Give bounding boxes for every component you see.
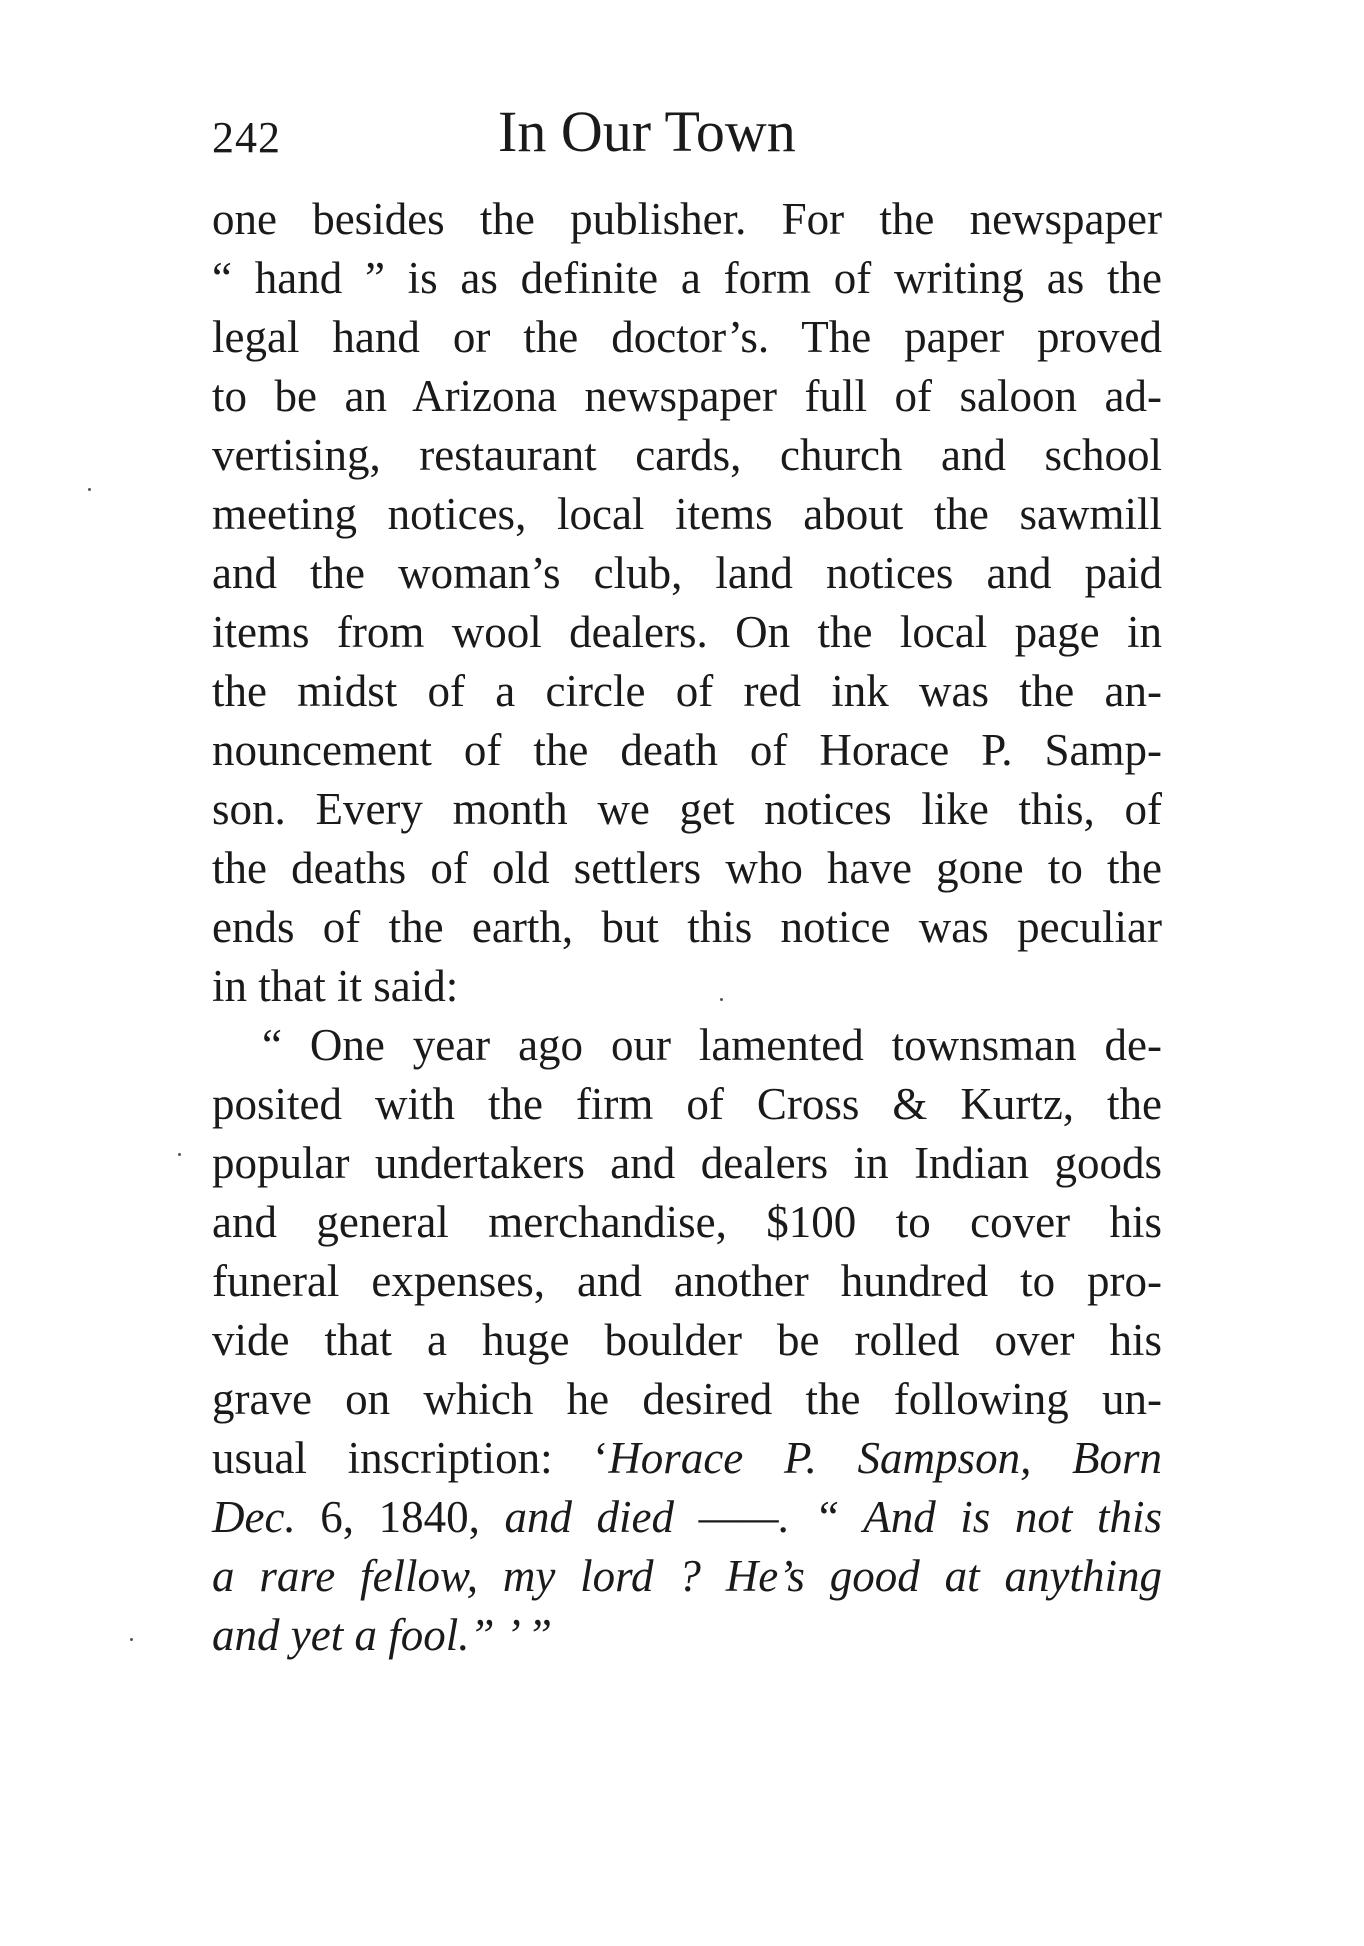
quote-line: [212, 1488, 1162, 1547]
quote-line-roman: 6, 1840,: [295, 1492, 505, 1542]
print-speck: [130, 1638, 133, 1641]
text-line: vertising, restaurant cards, church and school: [212, 430, 1162, 480]
quote-line: a rare fellow, my lord ? He’s good at anything: [212, 1551, 1162, 1601]
quote-line: [212, 1429, 1162, 1488]
body-text: [212, 190, 1162, 1665]
text-line: one besides the publisher. For the newspaper: [212, 194, 1162, 244]
quote-line: “ One year ago our lamented townsman de-: [262, 1020, 1162, 1070]
print-speck: [88, 488, 91, 491]
running-head: [212, 98, 1162, 168]
quote-line: funeral expenses, and another hundred to pro-: [212, 1256, 1162, 1306]
quote-line: and yet a fool.” ’ ”: [212, 1610, 553, 1660]
quote-line: vide that a huge boulder be rolled over his: [212, 1315, 1162, 1365]
running-title: In Our Town: [498, 99, 796, 164]
quote-line: grave on which he desired the following un-: [212, 1374, 1162, 1424]
quote-line: popular undertakers and dealers in Indian goods: [212, 1138, 1162, 1188]
quote-line-italic: Horace P. Sampson, Born: [608, 1433, 1162, 1483]
page-number: 242: [212, 113, 281, 162]
quote-line: and general merchandise, $100 to cover his: [212, 1197, 1162, 1247]
text-line: son. Every month we get notices like this, of: [212, 784, 1162, 834]
text-line: legal hand or the doctor’s. The paper proved: [212, 312, 1162, 362]
quote-line-roman: usual inscription: ‘: [212, 1433, 609, 1483]
text-line: the midst of a circle of red ink was the an-: [212, 666, 1162, 716]
text-line: in that it said:: [212, 961, 459, 1011]
quote-line-italic: Dec.: [212, 1492, 296, 1542]
text-line: ends of the earth, but this notice was peculiar: [212, 902, 1162, 952]
quote-line: posited with the firm of Cross & Kurtz, the: [212, 1079, 1162, 1129]
print-speck: [178, 1153, 181, 1156]
text-line: “ hand ” is as definite a form of writing as the: [212, 253, 1162, 303]
text-line: the deaths of old settlers who have gone to the: [212, 843, 1162, 893]
text-line: nouncement of the death of Horace P. Samp-: [212, 725, 1162, 775]
text-line: meeting notices, local items about the sawmill: [212, 489, 1162, 539]
quote-line-italic: and died ——. “ And is not this: [504, 1492, 1162, 1542]
text-line: items from wool dealers. On the local page in: [212, 607, 1162, 657]
text-line: to be an Arizona newspaper full of saloon ad-: [212, 371, 1162, 421]
text-line: and the woman’s club, land notices and paid: [212, 548, 1162, 598]
print-speck: [720, 998, 723, 1001]
